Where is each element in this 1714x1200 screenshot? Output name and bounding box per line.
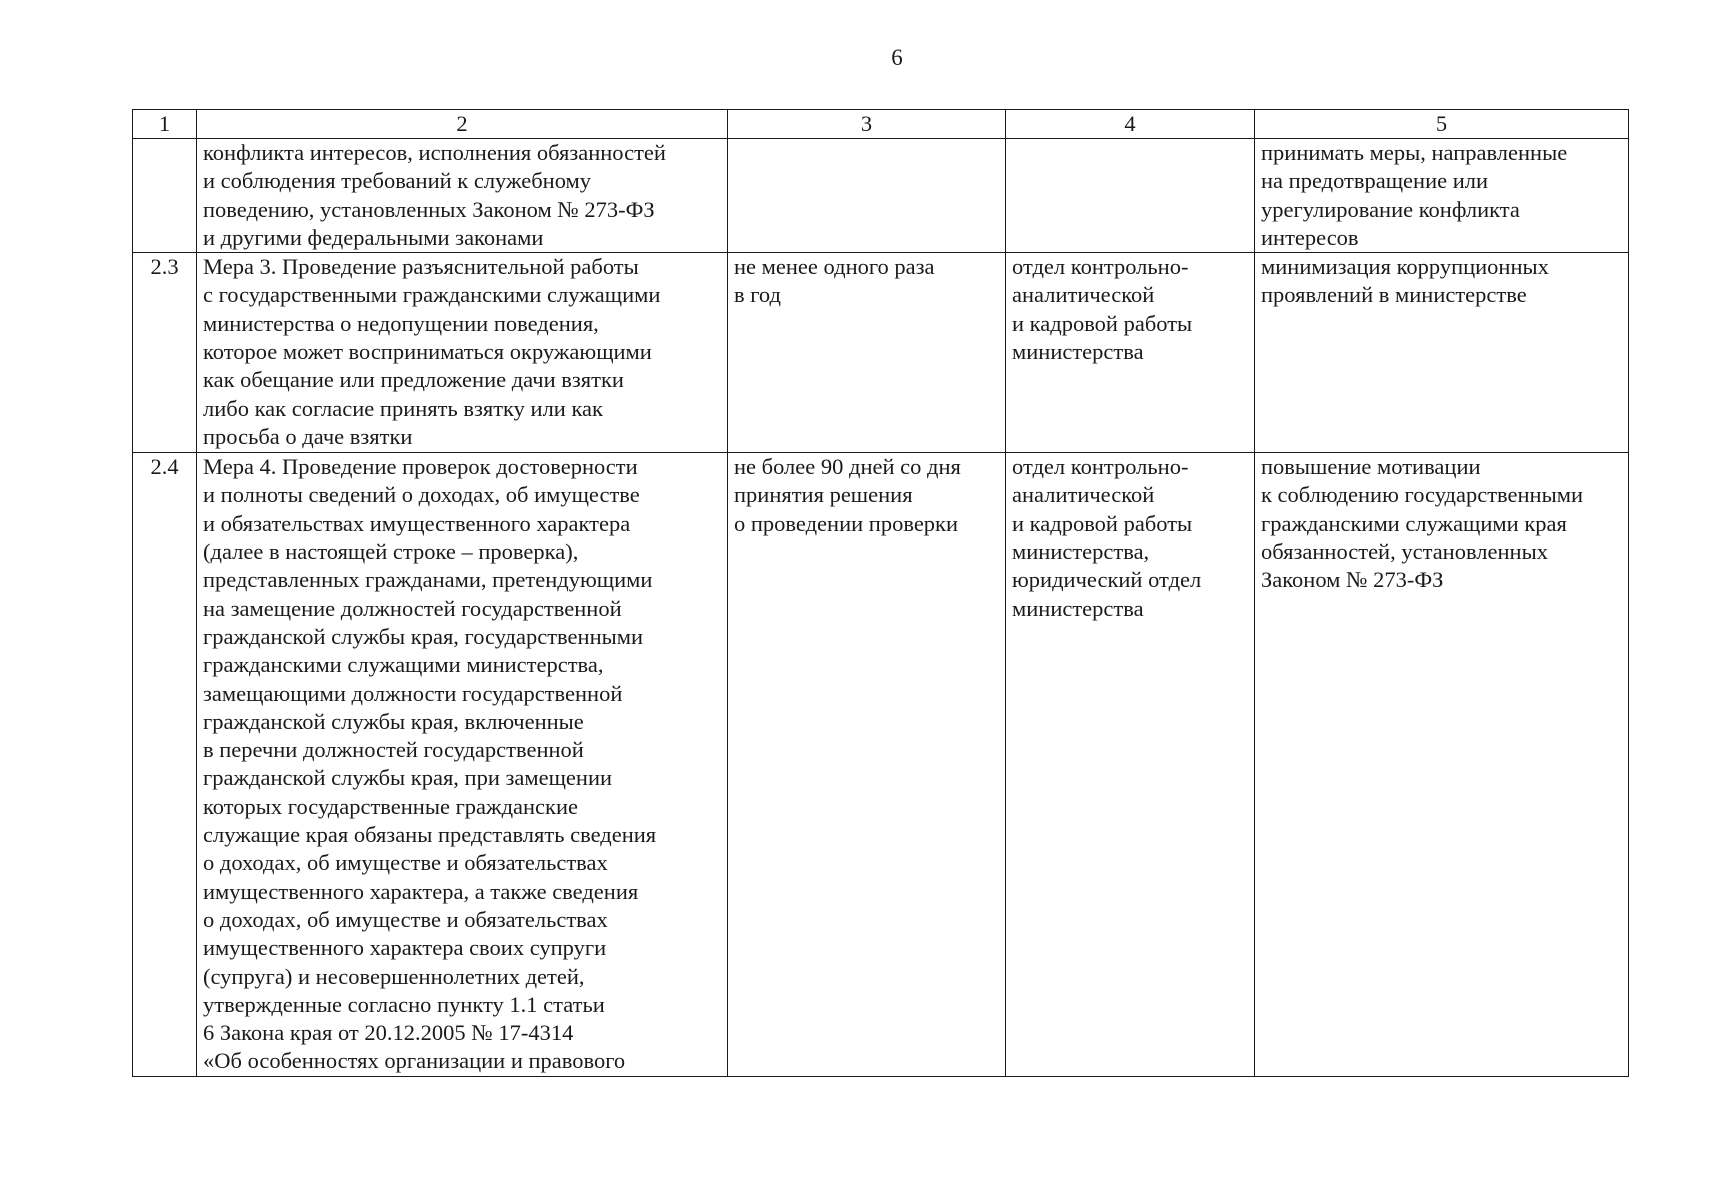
cell-text-line: 6 Закона края от 20.12.2005 № 17-4314 (203, 1020, 574, 1046)
term-cell (728, 253, 1006, 453)
cell-text-line: служащие края обязаны представлять сведения (203, 822, 657, 848)
cell-text-line: принятия решения (734, 482, 913, 508)
table-header-row (133, 110, 1629, 139)
cell-text-line: гражданской службы края, при замещении (203, 765, 613, 791)
result-cell (1255, 453, 1629, 1077)
measures-table (132, 109, 1629, 1077)
cell-text-line: «Об особенностях организации и правового (203, 1048, 626, 1074)
cell-text-line: о доходах, об имуществе и обязательствах (203, 906, 608, 932)
cell-text-line: министерства (1012, 339, 1144, 365)
cell-text-line: на предотвращение или (1261, 168, 1489, 194)
responsible-cell (1006, 453, 1255, 1077)
cell-text-line: принимать меры, направленные (1261, 140, 1568, 165)
cell-text-line: отдел контрольно- (1012, 454, 1189, 480)
cell-text-line: либо как согласие принять взятку или как (203, 395, 603, 421)
row-number-cell: 2.3 (133, 253, 197, 453)
cell-text-line: представленных гражданами, претендующими (203, 567, 653, 593)
cell-text-line: Мера 4. Проведение проверок достоверности (203, 454, 638, 480)
cell-text-line: и другими федеральными законами (203, 224, 544, 250)
cell-text-line: как обещание или предложение дачи взятки (203, 367, 624, 393)
cell-text-line: (супруга) и несовершеннолетних детей, (203, 963, 585, 989)
cell-text-line: Законом № 273-ФЗ (1261, 567, 1444, 593)
cell-text-line: повышение мотивации (1261, 454, 1481, 480)
cell-text-line: о доходах, об имуществе и обязательствах (203, 850, 608, 876)
cell-text-line: и соблюдения требований к служебному (203, 168, 592, 194)
measure-cell (197, 253, 728, 453)
cell-text-line: проявлений в министерстве (1261, 282, 1527, 308)
cell-text-line: имущественного характера, а также сведения (203, 878, 639, 904)
row-number-cell (133, 139, 197, 253)
cell-text-line: и кадровой работы (1012, 310, 1193, 336)
result-cell (1255, 253, 1629, 453)
cell-text-line: гражданской службы края, включенные (203, 708, 584, 734)
responsible-cell (1006, 139, 1255, 253)
column-header-4: 4 (1006, 110, 1255, 139)
result-cell (1255, 139, 1629, 253)
cell-text-line: интересов (1261, 224, 1359, 250)
table-row-2-3 (133, 253, 1629, 453)
cell-text-line: и кадровой работы (1012, 510, 1193, 536)
cell-text-line: министерства о недопущении поведения, (203, 310, 599, 336)
cell-text-line: гражданской службы края, государственными (203, 623, 644, 649)
cell-text-line: минимизация коррупционных (1261, 254, 1549, 280)
cell-text-line: (далее в настоящей строке – проверка), (203, 539, 579, 565)
cell-text-line: на замещение должностей государственной (203, 595, 622, 621)
cell-text-line: и обязательствах имущественного характера (203, 510, 631, 536)
cell-text-line: гражданскими служащими министерства, (203, 652, 604, 678)
cell-text-line: не более 90 дней со дня (734, 454, 961, 480)
cell-text-line: аналитической (1012, 482, 1155, 508)
column-header-2: 2 (197, 110, 728, 139)
cell-text-line: конфликта интересов, исполнения обязанностей (203, 140, 666, 165)
cell-text-line: урегулирование конфликта (1261, 196, 1520, 222)
cell-text-line: имущественного характера своих супруги (203, 935, 607, 961)
responsible-cell (1006, 253, 1255, 453)
term-cell (728, 453, 1006, 1077)
measure-cell (197, 453, 728, 1077)
row-number-cell: 2.4 (133, 453, 197, 1077)
page-number: 6 (891, 45, 903, 70)
cell-text-line: отдел контрольно- (1012, 254, 1189, 280)
cell-text-line: к соблюдению государственными (1261, 482, 1583, 508)
table-row-2-4 (133, 453, 1629, 1077)
cell-text-line: в перечни должностей государственной (203, 737, 584, 763)
measure-cell (197, 139, 728, 253)
table-row-continuation (133, 139, 1629, 253)
cell-text-line: которое может восприниматься окружающими (203, 339, 652, 365)
cell-text-line: поведению, установленных Законом № 273-ФЗ (203, 196, 655, 222)
cell-text-line: и полноты сведений о доходах, об имуществе (203, 482, 640, 508)
cell-text-line: юридический отдел (1012, 567, 1202, 593)
cell-text-line: гражданскими служащими края (1261, 510, 1567, 536)
cell-text-line: обязанностей, установленных (1261, 539, 1548, 565)
column-header-5: 5 (1255, 110, 1629, 139)
cell-text-line: которых государственные гражданские (203, 793, 578, 819)
term-cell (728, 139, 1006, 253)
column-header-3: 3 (728, 110, 1006, 139)
cell-text-line: утвержденные согласно пункту 1.1 статьи (203, 991, 605, 1017)
cell-text-line: министерства (1012, 595, 1144, 621)
cell-text-line: просьба о даче взятки (203, 423, 413, 449)
cell-text-line: Мера 3. Проведение разъяснительной работы (203, 254, 639, 280)
cell-text-line: о проведении проверки (734, 510, 959, 536)
cell-text-line: замещающими должности государственной (203, 680, 623, 706)
cell-text-line: министерства, (1012, 539, 1150, 565)
cell-text-line: в год (734, 282, 781, 308)
cell-text-line: с государственными гражданскими служащими (203, 282, 661, 308)
cell-text-line: аналитической (1012, 282, 1155, 308)
cell-text-line: не менее одного раза (734, 254, 935, 280)
column-header-1: 1 (133, 110, 197, 139)
